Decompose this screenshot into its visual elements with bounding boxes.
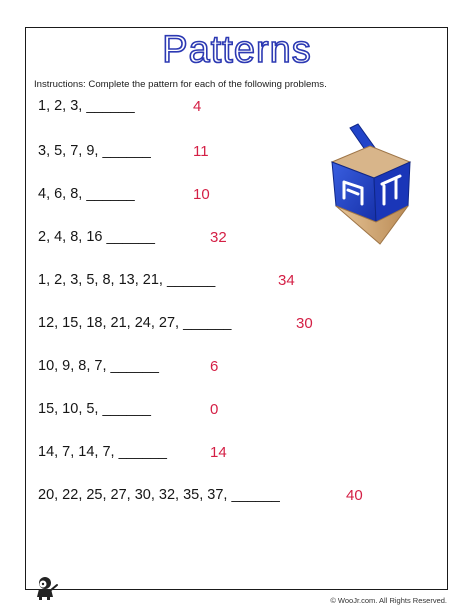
woojr-mascot-icon: [33, 575, 61, 601]
answer-value: 10: [193, 186, 210, 203]
problem-text: 1, 2, 3, 5, 8, 13, 21, ______: [38, 272, 216, 288]
problem-text: 12, 15, 18, 21, 24, 27, ______: [38, 315, 232, 331]
problem-text: 3, 5, 7, 9, ______: [38, 143, 151, 159]
problem-text: 15, 10, 5, ______: [38, 401, 151, 417]
answer-value: 4: [193, 98, 202, 115]
answer-value: 14: [210, 444, 227, 461]
problem-text: 2, 4, 8, 16 ______: [38, 229, 155, 245]
answer-value: 6: [210, 358, 219, 375]
problem-text: 10, 9, 8, 7, ______: [38, 358, 159, 374]
answer-value: 40: [346, 487, 363, 504]
answer-value: 32: [210, 229, 227, 246]
answer-value: 34: [278, 272, 295, 289]
problem-text: 4, 6, 8, ______: [38, 186, 135, 202]
copyright-text: © WooJr.com. All Rights Reserved.: [330, 596, 447, 605]
instructions-text: Instructions: Complete the pattern for each of the following problems.: [34, 79, 327, 90]
answer-value: 30: [296, 315, 313, 332]
answer-value: 0: [210, 401, 219, 418]
problem-text: 1, 2, 3, ______: [38, 98, 135, 114]
problem-text: 20, 22, 25, 27, 30, 32, 35, 37, ______: [38, 487, 280, 503]
page-title: Patterns: [162, 29, 312, 71]
problem-text: 14, 7, 14, 7, ______: [38, 444, 167, 460]
answer-value: 11: [193, 143, 209, 160]
dreidel-icon: [318, 122, 424, 250]
